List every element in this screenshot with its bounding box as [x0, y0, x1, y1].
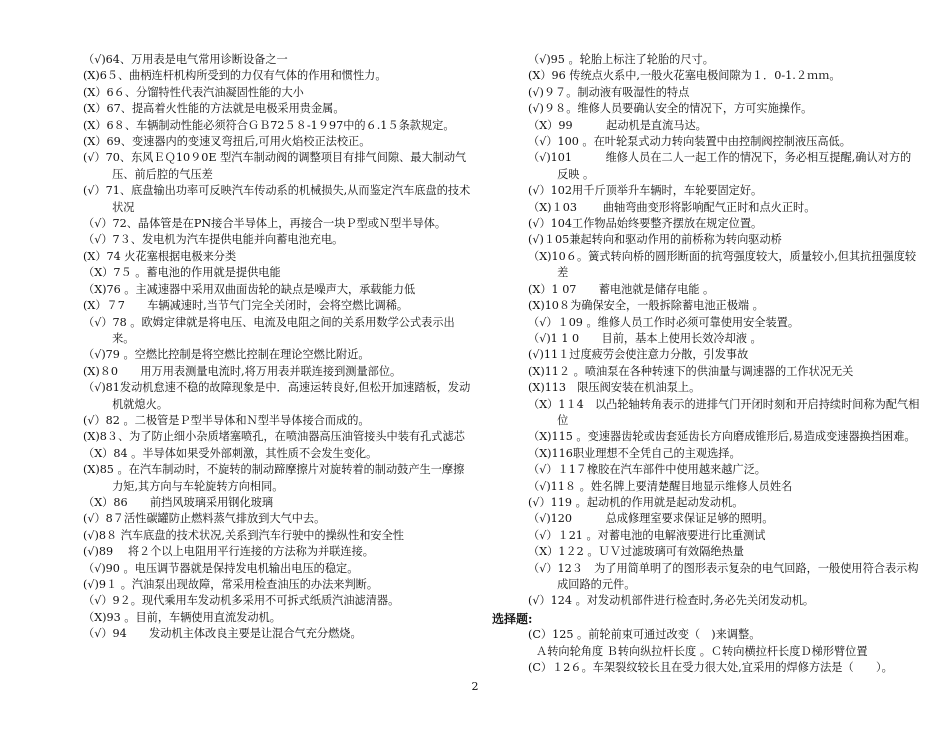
judgement-item: (√）102用千斤顶举升车辆时，车轮要固定好。 [528, 184, 763, 198]
judgement-item: （√)81发动机怠速不稳的故障现象是中．高速运转良好,但松开加速踏板，发动机就熄火。 [83, 381, 471, 411]
judgement-item: (X)10８为确保安全，一般拆除蓄电池正极端 。 [528, 299, 764, 313]
judgement-item: （X）1２2 。ＵＶ过滤玻璃可有效隔绝热量 [528, 545, 744, 559]
judgement-item: (√)９７。制动液有吸湿性的特点 [528, 85, 690, 99]
judgement-item: （X）99 起动机是直流马达。 [528, 118, 707, 132]
judgement-item: （X)115 。变速器齿轮或齿套延齿长方向磨成锥形后,易造成变速器换挡困难。 [528, 430, 916, 444]
judgement-item: (X）6８、车辆制动性能必须符合ＧＢ72５８-1９97中的６.1５条款规定。 [83, 118, 455, 132]
judgement-item: （√)120 总成修理室要求保证足够的照明。 [528, 512, 774, 526]
judgement-item: （√)90 。电压调节器就是保持发电机输出电压的稳定。 [83, 561, 359, 575]
judgement-item: (X）67、提高着火性能的方法就是电极采用贵金属。 [83, 102, 345, 116]
judgement-item: (X)11２ 。喷油泵在各种转速下的供油量与调速器的工作状况无关 [528, 364, 854, 378]
judgement-item: （X)116职业理想不全凭自己的主观选择。 [528, 446, 741, 460]
judgement-item: （√）１21 。对蓄电池的电解液要进行比重测试 [528, 528, 766, 542]
judgement-item: (X）96 传统点火系中,一般火花塞电极间隙为１．0-1.２ｍｍ。 [528, 69, 841, 83]
judgement-item: （X）86 前挡风玻璃采用钢化玻璃 [83, 495, 274, 509]
judgement-item: （√）100 。在叶轮泵式动力转向装置中由控制阀控制液压高低。 [528, 135, 851, 149]
judgement-item: (X)８0 用万用表测量电流时,将万用表并联连接到测量部位。 [83, 364, 402, 378]
judgement-item: （X)76 。主减速器中采用双曲面齿轮的缺点是噪声大，承载能力低 [83, 282, 416, 296]
page-number: 2 [471, 680, 479, 693]
judgement-item: （√）１09 。维修人员工作时必须可靠使用安全装置。 [528, 315, 800, 329]
judgement-item: (X）７7 车辆减速时,当节气门完全关闭时，会将空燃比调稀。 [83, 299, 409, 313]
judgement-item: （X)１03 曲轴弯曲变形将影响配气正时和点火正时。 [528, 200, 816, 214]
judgement-item: （√）9２。现代乘用车发动机多采用不可拆式纸质汽油滤清器。 [83, 594, 400, 608]
judgement-item: (X)85 。在汽车制动时，不旋转的制动蹄摩擦片对旋转着的制动鼓产生一摩擦力矩,其方向与车轮旋转方向相同。 [83, 463, 465, 493]
judgement-item: (X)6５、曲柄连杆机构所受到的力仅有气体的作用和惯性力。 [83, 69, 387, 83]
judgement-item: (√)１05兼起转向和驱动作用的前桥称为转向驱动桥 [528, 233, 782, 247]
judgement-item: (X）74 火花塞根据电极来分类 [83, 249, 237, 263]
judgement-item: （X）1１4 以凸轮轴转角表示的进排气门开闭时刻和开启持续时间称为配气相位 [528, 397, 920, 427]
judgement-item: (√）82 。二极管是Ｐ型半导体和Ｎ型半导体接合而成的。 [83, 413, 370, 427]
judgement-item: (X)113 限压阀安装在机油泵上。 [528, 381, 701, 395]
judgement-item: (√）104工作物品始终要整齐摆放在规定位置。 [528, 217, 763, 231]
judgement-item: (√）8７活性碳罐防止燃料蒸气排放到大气中去。 [83, 512, 326, 526]
judgement-item: (√)89 将２个以上电阻用平行连接的方法称为并联连接。 [83, 545, 374, 559]
judgement-item: （√)79 。空燃比控制是将空燃比控制在理论空燃比附近。 [83, 348, 370, 362]
choice-question-125: (C）125 。前轮前束可通过改变（ )来调整。 [528, 628, 761, 642]
judgement-item: （X)93 。目前，车辆使用直流发动机。 [83, 610, 281, 624]
judgement-item: (X)8３、为了防止细小杂质堵塞喷孔，在喷油器高压油管接头中装有孔式滤芯 [83, 430, 465, 444]
right-column [492, 52, 920, 676]
choice-options-125: Ａ转向轮角度 Ｂ转向纵拉杆长度 。Ｃ转向横拉杆长度Ｄ梯形臂位置 [536, 644, 868, 658]
choice-heading: 选择题: [492, 611, 533, 626]
judgement-item: (X）6６、分馏特性代表汽油凝固性能的大小 [83, 85, 304, 99]
judgement-item: （X）7５ 。蓄电池的作用就是提供电能 [83, 266, 281, 280]
left-column [83, 52, 475, 643]
judgement-item: （√）94 发动机主体改良主要是让混合气充分燃烧。 [83, 627, 362, 641]
judgement-item: （√）78 。欧姆定律就是将电压、电流及电阻之间的关系用数学公式表示出来。 [83, 315, 455, 345]
judgement-item: (√)９８。维修人员要确认安全的情况下，方可实施操作。 [528, 102, 813, 116]
judgement-item: (X）69、变速器内的变速叉弯扭后,可用火焰校正法校正。 [83, 135, 371, 149]
judgement-item: (√）124 。对发动机部件进行检查时,务必先关闭发动机。 [528, 594, 815, 608]
judgement-item: (√)9１ 。汽油泵出现故障，常采用检查油压的办法来判断。 [83, 578, 379, 591]
judgement-item: (√)11１过度疲劳会使注意力分散，引发事故 [528, 348, 749, 362]
judgement-items [528, 52, 920, 610]
judgement-item: （√)101 维修人员在二人一起工作的情况下，务必相互提醒,确认对方的反映 。 [528, 151, 912, 181]
judgement-item: （√）72、晶体管是在PN接合半导体上，再接合一块Ｐ型或Ｎ型半导体。 [83, 217, 447, 231]
judgement-item: （√）7３、发电机为汽车提供电能并向蓄电池充电。 [83, 233, 344, 247]
judgement-item: （√)95 。轮胎上标注了轮胎的尺寸。 [528, 53, 714, 66]
judgement-item: （X)10６。簧式转向桥的圆形断面的抗弯强度较大，质量较小,但其抗扭强度较差 [528, 249, 917, 280]
judgement-item: （√）12３ 为了用简单明了的图形表示复杂的电气回路，一般使用符合表示构成回路的元件。 [528, 561, 919, 591]
judgement-item: （√)64、万用表是电气常用诊断设备之一 [83, 53, 288, 66]
choice-question-126: (C）１2６。车架裂纹较长且在受力很大处,宜采用的焊修方法是（ ）。 [528, 661, 893, 675]
judgement-item: (√）70、东风ＥＱ10９0E 型汽车制动阀的调整项目有排气间隙、最大制动气压、前后腔的气压差 [83, 151, 467, 181]
judgement-item: (√）71、底盘输出功率可反映汽车传动系的机械损失,从而鉴定汽车底盘的技术状况 [83, 184, 471, 214]
judgement-item: (√）119 。起动机的作用就是起动发动机。 [528, 495, 744, 509]
judgement-item: （√)11８ 。姓名牌上要清楚醒目地显示维修人员姓名 [528, 479, 793, 493]
judgement-item: （√）１1７橡胶在汽车部件中使用越来越广泛。 [528, 463, 766, 477]
judgement-item: （√)1 1 0 目前，基本上使用长效冷却液 。 [528, 331, 762, 345]
judgement-item: (X）1 07 蓄电池就是储存电能 。 [528, 282, 715, 296]
judgement-item: (√)8８ 汽车底盘的技术状况,关系到汽车行驶中的操纵性和安全性 [83, 528, 404, 542]
judgement-item: （X）84 。半导体如果受外部刺激，其性质不会发生变化。 [83, 446, 378, 460]
